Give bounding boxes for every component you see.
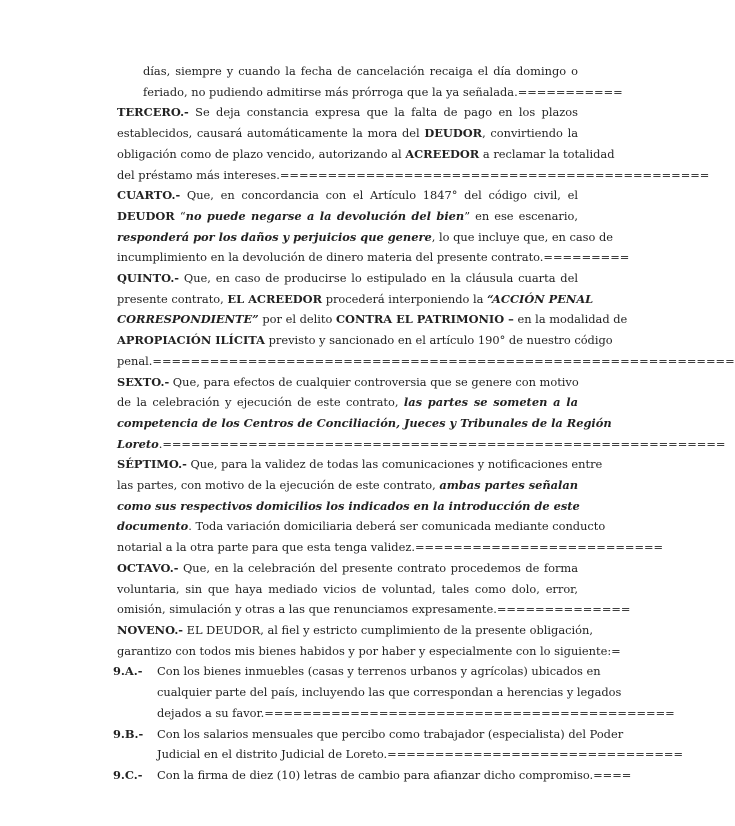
text-line — [117, 206, 578, 227]
body-text: Que, en caso de producirse lo estipulado en la cláusula cuarta del — [179, 271, 578, 286]
body-text: establecidos, causará automáticamente la mora del — [117, 126, 425, 141]
emphasis-text: CUARTO.- — [117, 188, 181, 203]
body-text: feriado, no pudiendo admitirse más prórroga que la ya señalada.=========== — [143, 84, 623, 99]
emphasis-text: SEXTO.- — [117, 374, 170, 389]
item-text-line: cualquier parte del país, incluyendo las que correspondan a herencias y legados — [157, 685, 622, 700]
emphasis-text: competencia de los Centros de Conciliación, Jueces y Tribunales de la Región — [117, 415, 612, 430]
body-text: Que, para la validez de todas las comunicaciones y notificaciones entre — [186, 457, 603, 472]
body-text: presente contrato, — [117, 291, 228, 306]
text-line — [117, 123, 578, 144]
body-text: incumplimiento en la devolución de dinero materia del presente contrato.========= — [117, 250, 630, 265]
guarantee-item — [113, 724, 684, 765]
body-text: procederá interponiendo la — [322, 291, 488, 306]
text-line — [117, 413, 612, 434]
emphasis-text: CONTRA EL PATRIMONIO – — [335, 312, 514, 327]
guarantee-item — [113, 661, 675, 723]
guarantee-list — [113, 661, 684, 785]
body-text: las partes, con motivo de la ejecución de este contrato, — [117, 478, 440, 493]
text-line — [117, 516, 606, 537]
item-text-line: Con la firma de diez (10) letras de cambio para afianzar dicho compromiso.==== — [157, 767, 632, 782]
item-text-line: dejados a su favor.=========================================== — [157, 705, 675, 720]
item-text-line: Con los bienes inmuebles (casas y terrenos urbanos y agrícolas) ubicados en — [157, 664, 601, 679]
emphasis-text: SÉPTIMO.- — [117, 457, 187, 472]
text-line — [117, 599, 631, 620]
text-line — [117, 558, 578, 579]
text-line — [117, 268, 578, 289]
body-text: Se deja constancia expresa que la falta de pago en los plazos — [188, 105, 578, 120]
body-text: , convirtiendo la — [482, 126, 578, 141]
emphasis-text: EL ACREEDOR — [227, 291, 323, 306]
emphasis-text: NOVENO.- — [117, 622, 184, 637]
emphasis-text: las partes se someten a la — [403, 395, 578, 410]
body-text: por el delito — [258, 312, 336, 327]
body-text: obligación como de plazo vencido, autorizando al — [117, 146, 406, 161]
emphasis-text: DEUDOR — [424, 126, 483, 141]
text-line — [117, 496, 578, 517]
body-text: voluntaria, sin que haya mediado vicios de voluntad, tales como dolo, error, — [117, 581, 578, 596]
body-text: en la modalidad de — [513, 312, 628, 327]
text-line — [117, 641, 621, 662]
text-line — [117, 309, 628, 330]
emphasis-text: como sus respectivos domicilios los indicados en la introducción de este — [117, 498, 580, 513]
emphasis-text: CORRESPONDIENTE” — [117, 312, 259, 327]
text-line — [117, 620, 593, 641]
text-line — [117, 330, 613, 351]
body-text: Que, para efectos de cualquier controversia que se genere con motivo — [169, 374, 579, 389]
text-line — [117, 454, 603, 475]
emphasis-text: APROPIACIÓN ILÍCITA — [117, 333, 265, 348]
emphasis-text: no puede negarse a la devolución del bien — [185, 208, 465, 223]
emphasis-text: QUINTO.- — [117, 271, 180, 286]
text-line — [117, 185, 578, 206]
body-text: de la celebración y ejecución de este contrato, — [117, 395, 404, 410]
item-number: 9.C.- — [113, 767, 143, 782]
body-text: penal.============================================================= — [117, 353, 735, 368]
emphasis-text: documento — [117, 519, 189, 534]
text-line — [117, 144, 615, 165]
text-line — [117, 289, 594, 310]
emphasis-text: ambas partes señalan — [439, 478, 579, 493]
body-text: ” en ese escenario, — [464, 208, 578, 223]
body-text: notarial a la otra parte para que esta tenga validez.========================== — [117, 540, 664, 555]
text-line — [117, 537, 664, 558]
contract-body — [117, 61, 735, 661]
body-text: del préstamo más intereses.============================================= — [117, 167, 710, 182]
body-text: Que, en concordancia con el Artículo 1847° del código civil, el — [180, 188, 578, 203]
text-line — [117, 247, 630, 268]
text-line — [117, 165, 710, 186]
text-line — [117, 102, 578, 123]
body-text: garantizo con todos mis bienes habidos y por haber y especialmente con lo siguiente:= — [117, 643, 621, 658]
item-number: 9.B.- — [113, 726, 144, 741]
item-text-line: Con los salarios mensuales que percibo como trabajador (especialista) del Poder — [157, 726, 624, 741]
emphasis-text: Loreto — [117, 436, 159, 451]
item-text-line: Judicial en el distrito Judicial de Loreto.=============================== — [157, 747, 684, 762]
body-text: , lo que incluye que, en caso de — [431, 229, 614, 244]
emphasis-text: OCTAVO.- — [117, 560, 179, 575]
item-number: 9.A.- — [113, 664, 143, 679]
body-text: omisión, simulación y otras a las que renunciamos expresamente.============== — [117, 602, 631, 617]
text-line — [117, 434, 726, 455]
body-text: días, siempre y cuando la fecha de cancelación recaiga el día domingo o — [143, 64, 578, 78]
body-text: Que, en la celebración del presente contrato procedemos de forma — [178, 560, 578, 575]
text-line — [117, 372, 578, 393]
text-line — [117, 392, 578, 413]
body-text: a reclamar la totalidad — [479, 146, 615, 161]
text-line — [117, 61, 578, 82]
guarantee-item — [113, 765, 632, 786]
emphasis-text: ACREEDOR — [405, 146, 480, 161]
emphasis-text: responderá por los daños y perjuicios que genere — [117, 229, 432, 244]
text-line — [117, 579, 578, 600]
emphasis-text: TERCERO.- — [117, 105, 189, 120]
text-line — [117, 227, 614, 248]
emphasis-text: DEUDOR — [117, 208, 175, 223]
emphasis-text: “ACCIÓN PENAL — [487, 291, 594, 306]
body-text: EL DEUDOR, al fiel y estricto cumplimiento de la presente obligación, — [183, 622, 593, 637]
text-line — [117, 475, 578, 496]
text-line — [117, 82, 623, 103]
body-text: previsto y sancionado en el artículo 190° de nuestro código — [264, 333, 613, 348]
body-text: .=========================================================== — [158, 436, 726, 451]
body-text: . Toda variación domiciliaria deberá ser comunicada mediante conducto — [188, 519, 606, 534]
body-text: “ — [174, 208, 186, 223]
text-line — [117, 351, 735, 372]
